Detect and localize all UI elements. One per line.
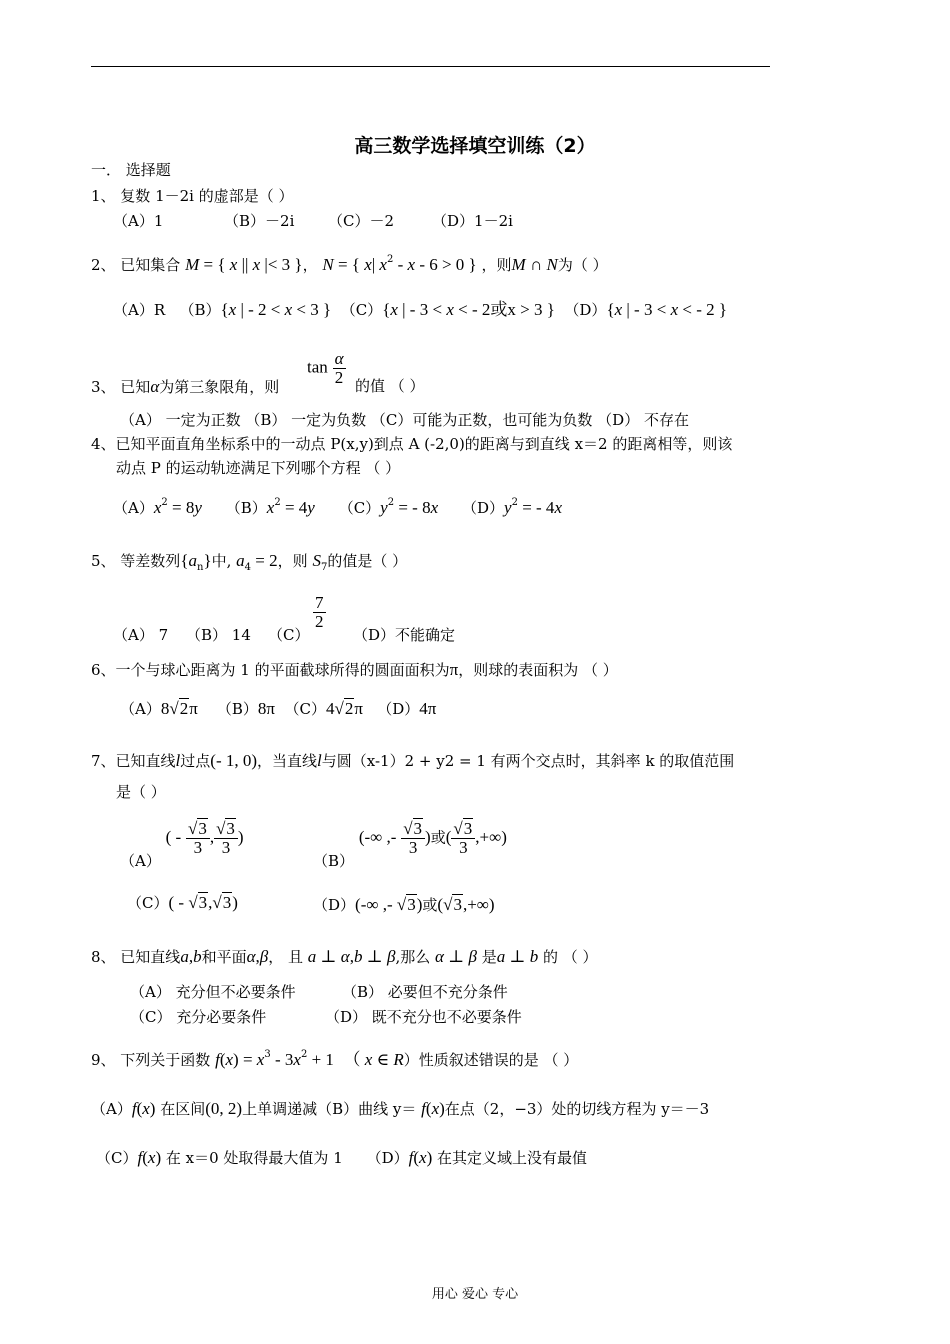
q6-options: （A）8√2π （B）8π （C）4√2π （D）4π bbox=[120, 699, 437, 718]
q5-option-b: （B） 14 bbox=[186, 626, 251, 644]
q8-mid1: 和平面 bbox=[201, 948, 247, 966]
q4-option-d: （D） bbox=[461, 499, 505, 517]
page-footer: 用心 爱心 专心 bbox=[431, 1287, 519, 1302]
q7-or-d: 或 bbox=[422, 896, 438, 914]
q5-mid1: 中, bbox=[211, 552, 232, 570]
q5-den: 2 bbox=[315, 611, 324, 631]
section-heading: 一． 选择题 bbox=[91, 161, 171, 179]
q2-then: ，则 bbox=[481, 256, 512, 274]
q7-option-b: （B） (-∞ ,- $\frac{√3}{3}$ )或( $\frac{√3}{3}$ ,+∞) bbox=[313, 819, 507, 871]
q5-num: 7 bbox=[315, 593, 324, 612]
q7-tail: 与圆（x-1）2 + y2 = 1 有两个交点时，其斜率 k 的取值范围 bbox=[321, 752, 735, 770]
q9-c-pre: （C） bbox=[96, 1149, 138, 1167]
q6-option-a: （A） bbox=[120, 700, 161, 718]
q9-tail: ）性质叙述错误的是 （ ） bbox=[403, 1051, 579, 1069]
q4-option-a: （A） bbox=[113, 499, 154, 517]
q3-pre: 3、 已知 bbox=[91, 378, 151, 396]
q9-a-pre: （A） bbox=[91, 1100, 132, 1118]
q8-option-d: （D） 既不充分也不必要条件 bbox=[325, 1008, 522, 1026]
q8-pre: 8、 已知直线 bbox=[91, 948, 181, 966]
q2-stem: 2、 已知集合 M = { x || x |< 3 }， N = { x| $x^2 - x - 6 > 0$ } ，则M ∩ N为（ ） bbox=[91, 254, 608, 274]
q2-sep: ， bbox=[302, 256, 318, 274]
q5-fraction bbox=[313, 594, 326, 631]
q3-stem: 3、 已知α为第三象限角，则 bbox=[91, 377, 280, 396]
q6-stem bbox=[91, 660, 618, 680]
q4-stem-line1: 4、已知平面直角坐标系中的一动点 P(x,y)到点 A (-2,0)的距离与到直线 x＝2 的距离相等，则该 bbox=[91, 435, 733, 453]
q4-options: $(A)x^2 = 8y$ $(B)x^2 = 4y$ $(C)y^2$ = - 8x $(D)y^2$ = - 4x bbox=[113, 497, 562, 517]
q4-option-b: （B） bbox=[225, 499, 267, 517]
q8-mid4: 是 bbox=[481, 948, 497, 966]
q5-stem: 5、 等差数列$\{a_n\}$中, $a_4 = 2$，则 $S_7$的值是（ ） bbox=[91, 551, 408, 573]
q3-alpha-num: α bbox=[334, 349, 344, 368]
page-title: 高三数学选择填空训练（2） bbox=[354, 135, 596, 157]
q2-option-d: （D） bbox=[564, 301, 607, 319]
q9-c-mid: 在 x＝0 处取得最大值为 1 bbox=[165, 1149, 343, 1167]
q9-line-cd: （C）f(x) 在 x＝0 处取得最大值为 1 （D）f(x) 在其定义域上没有最值 bbox=[96, 1148, 588, 1167]
q9-pre: 9、 下列关于函数 bbox=[91, 1051, 211, 1069]
q7-stem-line2: 是（ ） bbox=[116, 783, 166, 801]
q8-mid3: ,那么 bbox=[395, 948, 431, 966]
q7-or: 或 bbox=[430, 828, 446, 847]
q7-option-a: （A） ( - $\frac{√3}{3}$ , $\frac{√3}{3}$ ) bbox=[120, 819, 244, 871]
q6-tail: ，则球的表面积为 （ ） bbox=[458, 661, 618, 679]
q6-d-val: 4π bbox=[419, 699, 437, 718]
q1-option-a: （A）1 bbox=[113, 212, 164, 230]
q6-stem-text: 6、一个与球心距离为 1 的平面截球所得的圆面面积为 bbox=[91, 661, 450, 679]
q3-mid: 为第三象限角，则 bbox=[159, 378, 280, 396]
q6-pi: π bbox=[449, 660, 459, 679]
q3-two-den: 2 bbox=[334, 367, 344, 387]
q3-tan-fraction bbox=[307, 350, 346, 387]
q1-option-c: （C）－2 bbox=[328, 212, 395, 230]
q9-d-mid: 在其定义域上没有最值 bbox=[437, 1149, 588, 1167]
q9-a-mid: 在区间 bbox=[160, 1100, 206, 1118]
q7-option-c: （C）( - √3,√3) bbox=[127, 893, 238, 912]
q1-stem: 1、 复数 1－2i 的虚部是（ ） bbox=[91, 187, 294, 205]
q2-option-c: （C） bbox=[340, 301, 383, 319]
q8-option-c: （C） 充分必要条件 bbox=[130, 1008, 267, 1026]
q7-option-d: （D）(-∞ ,- √3)或(√3,+∞) bbox=[313, 895, 495, 914]
q1-option-b: （B）－2i bbox=[224, 212, 295, 230]
q3-options: （A） 一定为正数 （B） 一定为负数 （C）可能为正数，也可能为负数 （D） 不存在 bbox=[120, 411, 689, 429]
q7-point: (- 1, 0) bbox=[210, 751, 258, 770]
q5-option-c: （C） bbox=[268, 626, 310, 644]
q6-b-val: 8π bbox=[257, 699, 275, 718]
q8-option-b: （B） 必要但不充分条件 bbox=[342, 983, 508, 1001]
q8-stem: 8、 已知直线a,b和平面α,β， 且 a ⊥ α,b ⊥ β,那么 α ⊥ β 是a ⊥ b 的 （ ） bbox=[91, 947, 598, 966]
q6-option-b: （B） bbox=[216, 700, 258, 718]
header-rule bbox=[91, 66, 770, 67]
q5-pre: 5、 等差数列 bbox=[91, 552, 181, 570]
q7-stem-line1: 7、已知直线l过点(- 1, 0)，当直线l与圆（x-1）2 + y2 = 1 有两个交点时，其斜率 k 的取值范围 bbox=[91, 751, 735, 770]
q2-options: （A）R （B）{x | - 2 < x < 3 } （C）{x | - 3 < x < - 2或x > 3 } （D）{x | - 3 < x < - 2 } bbox=[113, 300, 728, 319]
q2-option-a: （A）R bbox=[113, 301, 166, 319]
q9-line-ab: （A）f(x) 在区间(0, 2)上单调递减（B）曲线 y＝ f(x)在点（2，−3）处的切线方程为 y＝－3 bbox=[91, 1099, 710, 1118]
q5-mid2: ，则 bbox=[277, 552, 308, 570]
q9-d-pre: （D） bbox=[366, 1149, 409, 1167]
q7-option-b-label: （B） bbox=[313, 852, 355, 871]
q3-tan: tan bbox=[307, 357, 328, 377]
q8-mid2: ， 且 bbox=[268, 948, 304, 966]
q2-option-b: （B） bbox=[179, 301, 221, 319]
q7-mid1: 过点 bbox=[180, 752, 211, 770]
q2-tail: 为（ ） bbox=[557, 256, 608, 274]
q7-option-a-label: （A） bbox=[120, 852, 161, 871]
q6-option-d: （D） bbox=[377, 700, 420, 718]
q6-option-c: （C） bbox=[284, 700, 327, 718]
q1-option-d: （D）1－2i bbox=[432, 212, 513, 230]
q9-stem: 9、 下列关于函数 $f(x) = x^3 - 3x^2 + 1$ （ x ∈ R）性质叙述错误的是 （ ） bbox=[91, 1049, 579, 1069]
q9-a-tail: 在点（2，−3）处的切线方程为 y＝－3 bbox=[444, 1100, 710, 1118]
q7-mid2: ，当直线 bbox=[257, 752, 318, 770]
q5-option-d: （D）不能确定 bbox=[353, 626, 456, 644]
q4-stem-line2: 动点 P 的运动轨迹满足下列哪个方程 （ ） bbox=[116, 459, 401, 477]
q8-tail: 的 （ ） bbox=[543, 948, 598, 966]
q8-option-a: （A） 充分但不必要条件 bbox=[130, 983, 296, 1001]
q2-or: 或 bbox=[490, 300, 508, 319]
q7-option-c-label: （C） bbox=[127, 894, 169, 912]
q7-option-d-label: （D） bbox=[313, 896, 356, 914]
q9-a-mid2: 上单调递减（B）曲线 y＝ bbox=[242, 1100, 417, 1118]
q3-tail: 的值 （ ） bbox=[355, 377, 425, 395]
q2-pre: 2、 已知集合 bbox=[91, 256, 181, 274]
q4-option-c: （C） bbox=[338, 499, 381, 517]
q5-option-a: （A） 7 bbox=[113, 626, 169, 644]
q5-tail: 的值是（ ） bbox=[327, 552, 408, 570]
q7-pre: 7、已知直线 bbox=[91, 752, 176, 770]
